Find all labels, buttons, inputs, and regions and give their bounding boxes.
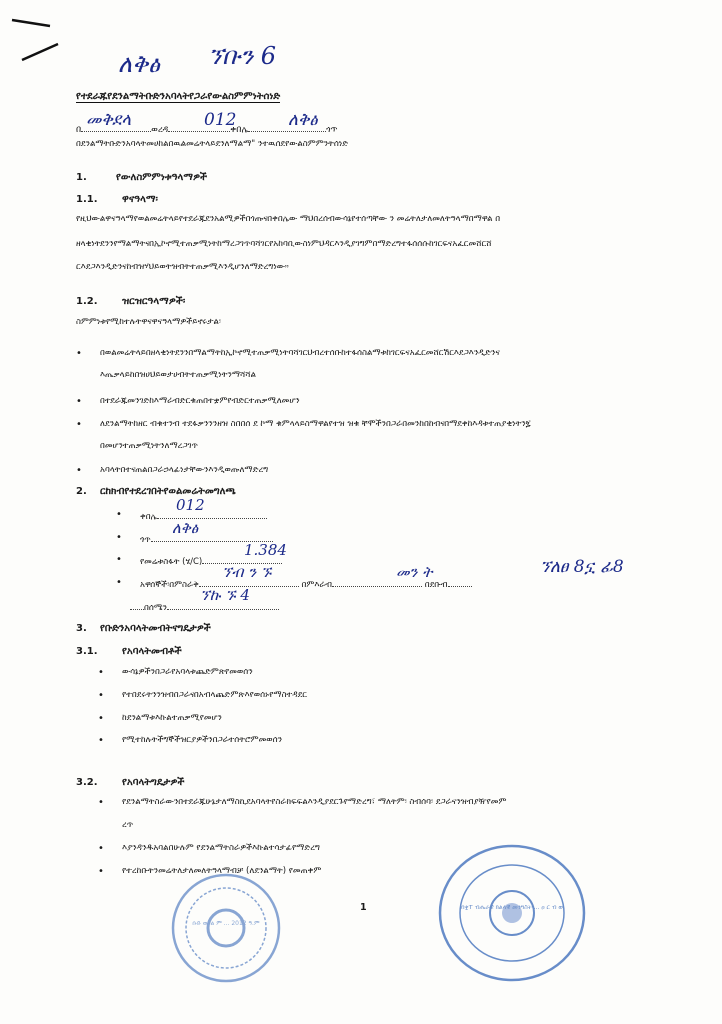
corner-mark xyxy=(10,14,70,64)
east-border-value: ኘብ ን ኙ xyxy=(222,563,272,581)
handwritten-word-2: ኘቡን 6 xyxy=(208,42,277,70)
land-borders-row: • አዋሰኞች፡በምስራቅ በምእራብ በደቡብ xyxy=(140,577,472,590)
list-item: • ለደንልማትከዘር ብቁተንብ ተደፋቃንንንዘዝ ስበበሰ ደ ኮማ ቁምላላይስማዋልየተዝ ዝቁ ቸሞችንበጋራበመንከበከብናበማደቀከእዳቱተጠያቂነትን፯ xyxy=(100,419,531,429)
section-3-number: 3. xyxy=(76,623,87,634)
list-item-continuation: ረጥ xyxy=(122,820,134,830)
list-item: • የደንልማትስራውንበተደራጁሁኔታለማስኪደአባላትየስራክፍፍልእንዲያደርጉየማድረግ፣ ማለትም፡ ስብሰባ፡ ደጋራናንዝብያዥየመም xyxy=(122,797,506,807)
list-item-continuation: በመሆንተጠቃሚነትንለማረጋገጥ xyxy=(100,441,198,451)
section-1-1-number: 1.1. xyxy=(76,194,98,205)
section-3-1-number: 3.1. xyxy=(76,646,98,657)
list-item: • የተበደሩትንንዝብበጋራናበአብላጨድምጽእየወሰኑየማስተዳደር xyxy=(122,690,307,700)
list-item: • አባላትበተናጠልበጋራኃላፊነታቸውንእንዲወጡለማድረግ xyxy=(100,465,268,475)
list-item: • በወልመሬትላይበዘላቂነትደንንበማልማትከኢኮኖሚተጠቃሚነትባሻገርህብረተሰቡከተፋሰስልማቱከገርፍናአፈርመሸርሽርእደጋእንዲድንና xyxy=(100,348,500,358)
intro-line-2: በደንልማትቡድንአባላትመሀከልበዉልመሬትላይደንለማልማ" ንተዉሰደየውልስምምንትሰነድ xyxy=(76,139,349,149)
section-3-title: የቡድንአባላትመብትናግዴታዎች xyxy=(100,623,211,634)
land-area-row: • የመሬቱስፋት (ሄ/C) xyxy=(140,554,282,567)
land-area-value: 1.384 xyxy=(244,541,287,559)
section-1-title: የውለስምምነቱዓላማዎች xyxy=(116,172,208,183)
south-border-value: ኘለፀ 8ኗ ፊ8 xyxy=(540,557,624,577)
document-title: የተደራጁየደንልማትቡድንአባላትየጋራየውልስምምነትሰነድ xyxy=(76,91,281,102)
section-3-2-number: 3.2. xyxy=(76,777,98,788)
land-got-value: ለቅፅ xyxy=(172,519,199,537)
stamp-right: በቋፐ ብሔራዊ ክልላዊ መንግስት ... ዐ ር ብ ወ xyxy=(436,842,588,984)
west-border-value: መን ት xyxy=(396,563,433,581)
section-1-1-line-1: የዚህውልዋናዓላማየወልመሬትላይየተደራጁደንአልሚዎችበጎጡናበቀበሌው ማህበረሰብውሳኔየተሰጣቸው ን መሬትለታለመለትዓላማበማዋል በ xyxy=(76,214,501,224)
intro-line-1: በ ወረዳ ቀበሌ ጎጥ xyxy=(76,122,337,135)
north-border-value: ኘኩ ኙ 4 xyxy=(200,586,250,604)
stamp-left: ቡድ ው ል ም ... 2012 ዓ.ም xyxy=(170,872,282,984)
page-number: 1 xyxy=(360,902,367,913)
section-1-2-intro: ስምምነቱየሚከተሉትዋናዋናዓላማዎችይኖሩታል፡ xyxy=(76,317,221,327)
got-value: ለቅፅ xyxy=(288,110,318,130)
handwritten-word-1: ለቅፅ xyxy=(118,50,160,78)
section-1-1-line-3: ርእደጋእንዲድንናከብዝሃህይወትዝብትተጠቃሚእንዲሆንለማድረግነው። xyxy=(76,262,289,272)
land-kebele-row: • ቀበሌ xyxy=(140,509,267,522)
list-item: • ውሳኔዎችንበጋራየአባላቱጨድምጽየመወሰን xyxy=(122,667,253,677)
section-1-number: 1. xyxy=(76,172,87,183)
list-item: • በተደራጁመንገድከእማራብድርቁጠበተቋምየብድርተጠቃሚለመሆን xyxy=(100,396,300,406)
list-item: • እያንዳንዱአባልበሁሉም የደንልማትስራዎችእኩልተሳታፊየማድረግ xyxy=(122,843,320,853)
land-got-row: • ጎጥ xyxy=(140,532,273,545)
list-item: • የሚተከሉትችግኞችዝርያዎችንበጋራተሰትሮምመወሰን xyxy=(122,735,282,745)
woreda-value: መቅደላ xyxy=(86,110,132,130)
section-1-1-line-2: ዘላቂነትደንንየማልማትናበኢኮኖሚተጠቃሚነትከማረጋገጥባሻገርየአከባቢውስነምህዳርእንዲያገግምበማድረግተፋሰሰሱከገርፍናአፈርመሸርሸ xyxy=(76,239,492,249)
section-2-title: ርከክብየተደረገበትየወልመሬትመግለጫ xyxy=(100,486,236,497)
section-1-1-title: ዋናዓላማ፡ xyxy=(122,194,158,205)
section-3-1-title: የአባላትመብቶች xyxy=(122,646,182,657)
section-1-2-title: ዝርዝርዓላማዎች፡ xyxy=(122,296,186,307)
section-2-number: 2. xyxy=(76,486,87,497)
kebele-value: 012 xyxy=(204,110,237,130)
land-kebele-value: 012 xyxy=(176,496,205,514)
section-3-2-title: የአባላትግዴታዎች xyxy=(122,777,185,788)
land-north-row: በሰሜን xyxy=(130,600,279,613)
list-item-continuation: እጤቃላይከበዝሀህይወታሀብትተጠቃሚነትንማሻሻል xyxy=(100,370,256,380)
list-item: • የተረከቡትንመሬትለታለመለትዓላማብቻ (ለደንልማት) የመጠቀም xyxy=(122,866,321,876)
section-1-2-number: 1.2. xyxy=(76,296,98,307)
list-item: • ከደንልማቱእኩልተጠቃሚየመሆን xyxy=(122,713,222,723)
